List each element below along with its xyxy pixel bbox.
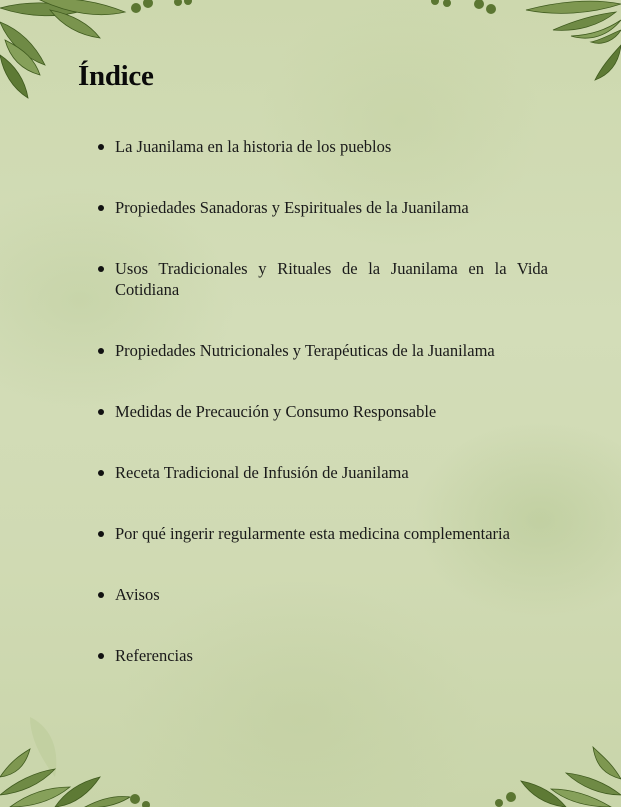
leaf-branch-bottom-left-icon xyxy=(0,717,200,807)
leaf-branch-top-right-icon xyxy=(421,0,621,110)
bullet-icon xyxy=(98,144,104,150)
bullet-icon xyxy=(98,531,104,537)
toc-item-historia[interactable] xyxy=(96,136,548,157)
toc-item-label: Usos Tradicionales y Rituales de la Juanilama en la Vida Cotidiana xyxy=(115,259,548,299)
toc-item-label: Medidas de Precaución y Consumo Responsable xyxy=(115,402,437,421)
toc-item-referencias[interactable] xyxy=(96,645,548,666)
toc-item-propiedades-sanadoras[interactable] xyxy=(96,197,548,218)
toc-item-avisos[interactable] xyxy=(96,584,548,605)
toc-item-receta[interactable] xyxy=(96,462,548,483)
leaf-branch-top-left-icon xyxy=(0,0,200,110)
toc-item-por-que-ingerir[interactable] xyxy=(96,523,548,544)
toc-item-usos-tradicionales[interactable] xyxy=(96,258,548,300)
toc-item-label: Referencias xyxy=(115,646,193,665)
bullet-icon xyxy=(98,592,104,598)
toc-item-propiedades-nutricionales[interactable] xyxy=(96,340,548,361)
toc-item-label: Receta Tradicional de Infusión de Juanilama xyxy=(115,463,409,482)
bullet-icon xyxy=(98,266,104,272)
toc-item-label: Avisos xyxy=(115,585,160,604)
bullet-icon xyxy=(98,205,104,211)
bullet-icon xyxy=(98,470,104,476)
table-of-contents xyxy=(96,136,548,666)
leaf-branch-bottom-right-icon xyxy=(421,717,621,807)
bullet-icon xyxy=(98,348,104,354)
toc-item-medidas-precaucion[interactable] xyxy=(96,401,548,422)
toc-item-label: Por qué ingerir regularmente esta medicina complementaria xyxy=(115,524,510,543)
page-title: Índice xyxy=(78,60,154,92)
toc-item-label: La Juanilama en la historia de los pueblos xyxy=(115,137,392,156)
toc-item-label: Propiedades Nutricionales y Terapéuticas de la Juanilama xyxy=(115,341,495,360)
bullet-icon xyxy=(98,653,104,659)
toc-item-label: Propiedades Sanadoras y Espirituales de la Juanilama xyxy=(115,198,469,217)
bullet-icon xyxy=(98,409,104,415)
